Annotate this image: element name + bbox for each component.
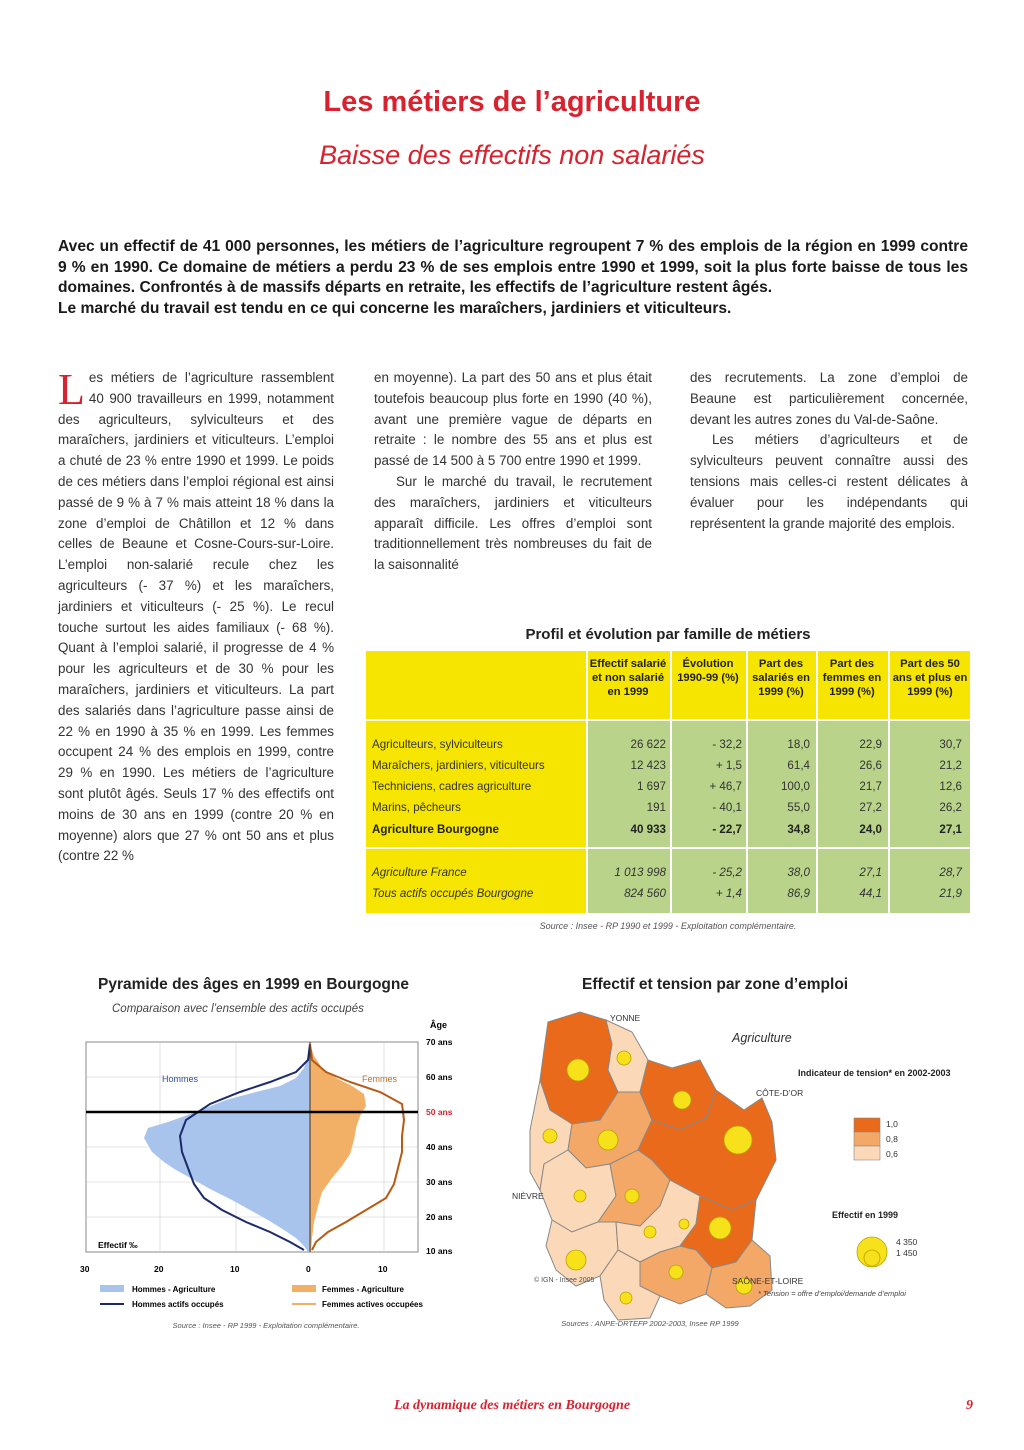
table-source: Source : Insee - RP 1990 et 1999 - Exploitation complémentaire. — [539, 921, 797, 931]
page-subtitle: Baisse des effectifs non salariés — [319, 140, 705, 170]
effectif-circle — [567, 1059, 589, 1081]
effectif-circle — [620, 1292, 632, 1304]
x-tick: 10 — [230, 1264, 240, 1274]
map-sector: Agriculture — [732, 1031, 792, 1045]
row-value: - 40,1 — [712, 801, 742, 814]
pyramid-title: Pyramide des âges en 1999 en Bourgogne — [98, 976, 409, 993]
age-tick: 60 ans — [426, 1072, 453, 1082]
effectif-value: 1 450 — [896, 1248, 918, 1258]
row-value: 12 423 — [630, 759, 666, 772]
map-source: Sources : ANPE-DRTEFP 2002-2003, Insee RP 1999 — [561, 1319, 739, 1328]
age-tick: 70 ans — [426, 1037, 453, 1047]
row-value: 1 697 — [636, 780, 666, 793]
row-value: + 1,5 — [715, 759, 742, 772]
table-row — [366, 756, 970, 777]
intro-conclusion: Le marché du travail est tendu en ce qui concerne les maraîchers, jardiniers et viticulteurs. — [58, 299, 732, 317]
row-label: Agriculture France — [372, 866, 467, 879]
legend-item: Femmes actives occupées — [322, 1300, 423, 1309]
age-pyramid-chart — [56, 1016, 476, 1334]
effectif-legend — [857, 1237, 918, 1267]
row-label: Agriculture Bourgogne — [372, 823, 499, 836]
row-value: + 1,4 — [715, 887, 742, 900]
femmes-label: Femmes — [362, 1074, 398, 1084]
page-number: 9 — [966, 1398, 973, 1413]
row-value: 22,9 — [859, 738, 882, 751]
table-header-50ans: Part des 50 ans et plus en 1999 (%) — [892, 658, 968, 698]
x-tick: 20 — [154, 1264, 164, 1274]
table-row — [366, 820, 970, 841]
text-column-2 — [374, 368, 652, 576]
column-paragraph: Les métiers d’agriculteurs et de sylviculteurs peuvent connaître aussi des tensions mais celles-ci restent délicates à évaluer pour les indépendants qui représentent la grande majorité des emplois. — [690, 432, 968, 531]
row-value: 38,0 — [787, 866, 810, 879]
age-tick: 50 ans — [426, 1107, 453, 1117]
age-tick: 20 ans — [426, 1212, 453, 1222]
row-label: Agriculteurs, sylviculteurs — [372, 738, 503, 751]
column-paragraph: en moyenne). La part des 50 ans et plus était toutefois beaucoup plus forte en 1990 (40 %), avant une première vague de départs en retraite : le nombre des 55 ans et plus est passé de 14 500 à 5 700 entre 1990 et 1999. — [374, 370, 652, 469]
row-value: 44,1 — [859, 887, 882, 900]
pyramid-age-label: Âge — [430, 1020, 448, 1030]
label-yonne: YONNE — [610, 1013, 641, 1023]
effectif-circle — [574, 1190, 586, 1202]
pyramid-legend — [100, 1285, 423, 1309]
age-tick: 30 ans — [426, 1177, 453, 1187]
column-paragraph: es métiers de l’agriculture rassemblent 40 900 travailleurs en 1999, notamment des agriculteurs, sylviculteurs et des maraîchers, jardiniers et viticulteurs. L’emploi a chuté de 23 % entre 1990 et 1999. Le poids de ces métiers dans l’emploi régional est ainsi passé de 9 % à 7 % mais atteint 18 % dans la zone d’emploi de Châtillon et 12 % dans celles de Beaune et Cosne-Cours-sur-Loire. L’emploi non-salarié recule chez les agriculteurs (- 37 %) et les maraîchers, jardiniers et viticulteurs (- 25 %). Le recul touche surtout les aides familiaux (- 68 %). Quant à l’emploi salarié, il progresse de 4 % pour les agriculteurs et de 30 % pour les maraîchers, jardiniers et viticulteurs. La part des salariés dans l’agriculture passe ainsi de 22 % en 1990 à 35 % en 1999. Les femmes occupent 24 % des emplois en 1999, contre 29 % en 1990. Les métiers de l’agriculture sont plutôt âgés. Seuls 17 % des effectifs ont moins de 30 ans en 1999 (contre 20 % en moyenne) alors que 27 % ont 50 ans et plus (contre 22 % — [58, 370, 334, 864]
row-value: 28,7 — [939, 866, 962, 879]
text-column-1 — [58, 365, 334, 867]
effectif-circle — [543, 1129, 557, 1143]
row-value: 40 933 — [630, 823, 666, 836]
map-title: Effectif et tension par zone d’emploi — [582, 976, 849, 993]
row-value: 34,8 — [787, 823, 810, 836]
label-nievre: NIÈVRE — [512, 1191, 544, 1201]
table-row — [366, 735, 970, 756]
effectif-circle — [617, 1051, 631, 1065]
effectif-circle — [644, 1226, 656, 1238]
effectif-circle — [625, 1189, 639, 1203]
effectif-circle — [566, 1250, 586, 1270]
label-saone-et-loire: SAÔNE-ET-LOIRE — [732, 1276, 804, 1286]
legend-item: Hommes - Agriculture — [132, 1285, 216, 1294]
row-value: 55,0 — [787, 801, 810, 814]
x-tick: 10 — [378, 1264, 388, 1274]
legend-swatch — [292, 1285, 316, 1292]
row-value: 824 560 — [624, 887, 666, 900]
row-label: Techniciens, cadres agriculture — [372, 780, 532, 793]
table-header-effectif: Effectif salarié et non salarié en 1999 — [589, 658, 667, 698]
tension-swatch — [854, 1132, 880, 1146]
effectif-value: 4 350 — [896, 1237, 918, 1247]
legend-swatch — [100, 1285, 124, 1292]
table-header-evolution: Évolution 1990-99 (%) — [677, 658, 739, 684]
table-header-femmes: Part des femmes en 1999 (%) — [822, 658, 882, 698]
employment-zone-map — [500, 1000, 970, 1334]
row-value: 27,1 — [939, 823, 962, 836]
row-value: 30,7 — [939, 738, 962, 751]
pyramid-age-ticks — [426, 1037, 453, 1256]
intro-block — [58, 237, 968, 319]
age-tick: 40 ans — [426, 1142, 453, 1152]
tension-value: 0,6 — [886, 1149, 898, 1159]
effectif-circle — [709, 1217, 731, 1239]
effectif-legend-title: Effectif en 1999 — [832, 1210, 899, 1220]
row-divider — [366, 847, 970, 849]
row-value: 86,9 — [787, 887, 810, 900]
tension-value: 0,8 — [886, 1134, 898, 1144]
x-tick: 0 — [306, 1264, 311, 1274]
row-value: + 46,7 — [709, 780, 742, 793]
row-value: 191 — [646, 801, 666, 814]
x-tick: 30 — [80, 1264, 90, 1274]
label-cote-dor: CÔTE-D’OR — [756, 1088, 804, 1098]
row-value: 21,7 — [859, 780, 882, 793]
table-row — [366, 777, 970, 798]
row-value: - 32,2 — [712, 738, 742, 751]
pyramid-x-ticks — [80, 1264, 388, 1274]
row-divider — [366, 719, 970, 721]
legend-item: Femmes - Agriculture — [322, 1285, 404, 1294]
row-value: 21,9 — [939, 887, 962, 900]
page-title: Les métiers de l’agriculture — [323, 86, 701, 118]
footer-title: La dynamique des métiers en Bourgogne — [393, 1398, 631, 1413]
row-value: 18,0 — [787, 738, 810, 751]
effectif-circle — [598, 1130, 618, 1150]
row-label: Maraîchers, jardiniers, viticulteurs — [372, 759, 545, 772]
table-header-salaries: Part des salariés en 1999 (%) — [752, 658, 810, 698]
row-value: 12,6 — [939, 780, 962, 793]
row-value: 26 622 — [630, 738, 666, 751]
effectif-circle — [673, 1091, 691, 1109]
table-row — [366, 798, 970, 819]
row-value: 26,6 — [859, 759, 882, 772]
drop-cap: L — [58, 365, 85, 414]
pyramid-x-label: Effectif ‰ — [98, 1240, 138, 1250]
effectif-circle — [724, 1126, 752, 1154]
row-label: Tous actifs occupés Bourgogne — [372, 887, 534, 900]
row-value: 1 013 998 — [614, 866, 666, 879]
table-row — [366, 884, 970, 905]
map-copyright: © IGN - Insee 2005 — [534, 1277, 595, 1284]
map-zones — [530, 1012, 776, 1320]
tension-swatch — [854, 1118, 880, 1132]
row-label: Marins, pêcheurs — [372, 801, 461, 814]
row-value: 61,4 — [787, 759, 810, 772]
row-value: 27,1 — [859, 866, 882, 879]
profile-table — [366, 651, 970, 913]
effectif-circle — [669, 1265, 683, 1279]
legend-item: Hommes actifs occupés — [132, 1300, 224, 1309]
row-value: 21,2 — [939, 759, 962, 772]
row-value: - 25,2 — [712, 866, 742, 879]
column-paragraph: des recrutements. La zone d’emploi de Beaune est particulièrement concernée, devant les autres zones du Val-de-Saône. — [690, 370, 968, 427]
age-tick: 10 ans — [426, 1246, 453, 1256]
pyramid-subtitle: Comparaison avec l’ensemble des actifs occupés — [112, 1003, 364, 1015]
hommes-label: Hommes — [162, 1074, 199, 1084]
tension-legend — [854, 1118, 898, 1160]
row-value: 27,2 — [859, 801, 882, 814]
intro-paragraph: Avec un effectif de 41 000 personnes, les métiers de l’agriculture regroupent 7 % des emplois de la région en 1999 contre 9 % en 1990. Ce domaine de métiers a perdu 23 % de ses emplois entre 1990 et 1999, soit la plus forte baisse de tous les domaines. Confrontés à de massifs départs en retraite, les effectifs de l’agriculture restent âgés. — [58, 238, 968, 296]
table-row — [366, 863, 970, 884]
effectif-circle — [679, 1219, 689, 1229]
tension-swatch — [854, 1146, 880, 1160]
effectif-legend-small — [864, 1250, 880, 1266]
row-value: 24,0 — [859, 823, 882, 836]
text-column-3 — [690, 368, 968, 534]
column-paragraph: Sur le marché du travail, le recrutement des maraîchers, jardiniers et viticulteurs apparaît difficile. Les offres d’emploi sont traditionnellement très nombreuses du fait de la saisonnalité — [374, 473, 652, 573]
row-value: 26,2 — [939, 801, 962, 814]
pyramid-source: Source : Insee - RP 1999 - Exploitation complémentaire. — [172, 1321, 360, 1330]
table-title: Profil et évolution par famille de métiers — [525, 626, 811, 643]
tension-legend-title: Indicateur de tension* en 2002-2003 — [798, 1068, 951, 1078]
row-value: 100,0 — [780, 780, 810, 793]
tension-value: 1,0 — [886, 1119, 898, 1129]
row-value: - 22,7 — [712, 823, 742, 836]
map-note: * Tension = offre d’emploi/demande d’emploi — [758, 1289, 906, 1298]
